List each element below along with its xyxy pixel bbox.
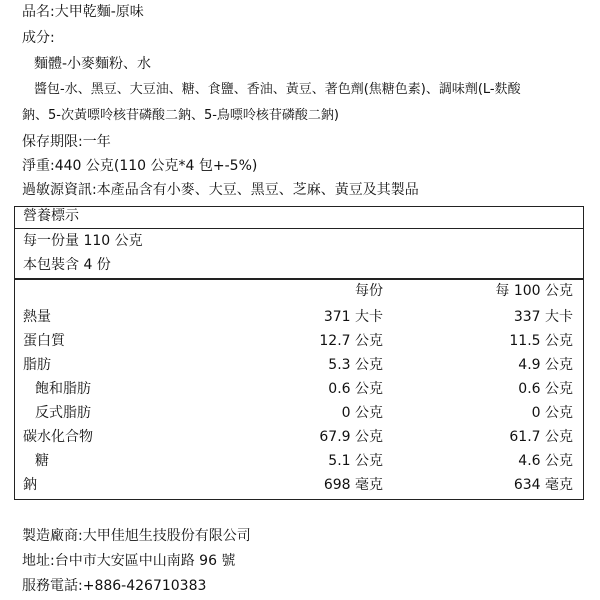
nutrient-label: 蛋白質	[23, 333, 65, 349]
allergen-info: 過敏源資訊:本產品含有小麥、大豆、黑豆、芝麻、黃豆及其製品	[22, 182, 419, 198]
per-100g-value: 4.6 公克	[518, 453, 573, 469]
per-100g-value: 4.9 公克	[518, 357, 573, 373]
nutrient-label: 脂肪	[23, 357, 51, 373]
manufacturer: 製造廠商:大甲佳旭生技股份有限公司	[22, 528, 251, 544]
shelf-life: 保存期限:一年	[22, 134, 111, 150]
divider	[15, 228, 583, 229]
nutrient-label: 碳水化合物	[23, 429, 93, 445]
phone: 服務電話:+886-426710383	[22, 578, 207, 594]
per-serving-value: 371 大卡	[323, 309, 383, 325]
nutrient-label: 鈉	[23, 477, 37, 493]
per-serving-value: 5.3 公克	[328, 357, 383, 373]
address: 地址:台中市大安區中山南路 96 號	[22, 553, 236, 569]
ingredient-sauce-line2: 鈉、5-次黃嘌呤核苷磷酸二鈉、5-鳥嘌呤核苷磷酸二鈉)	[22, 108, 339, 123]
nutrient-label: 熱量	[23, 309, 51, 325]
ingredients-title: 成分:	[22, 30, 55, 46]
per-100g-value: 0.6 公克	[518, 381, 573, 397]
serving-size: 每一份量 110 公克	[23, 233, 143, 249]
per-serving-value: 0 公克	[341, 405, 383, 421]
per-serving-value: 698 毫克	[323, 477, 383, 493]
per-serving-value: 5.1 公克	[328, 453, 383, 469]
col-header-per-100g: 每 100 公克	[495, 283, 573, 299]
nutrient-label: 飽和脂肪	[35, 381, 91, 397]
product-name: 品名:大甲乾麵-原味	[22, 4, 144, 20]
per-100g-value: 61.7 公克	[509, 429, 573, 445]
nutrition-title: 營養標示	[23, 208, 79, 224]
per-100g-value: 337 大卡	[513, 309, 573, 325]
ingredient-noodle: 麵體-小麥麵粉、水	[34, 56, 152, 72]
col-header-per-serving: 每份	[355, 283, 383, 299]
per-serving-value: 0.6 公克	[328, 381, 383, 397]
net-weight: 淨重:440 公克(110 公克*4 包+-5%)	[22, 158, 258, 174]
per-100g-value: 11.5 公克	[509, 333, 573, 349]
per-100g-value: 634 毫克	[513, 477, 573, 493]
per-100g-value: 0 公克	[531, 405, 573, 421]
per-serving-value: 12.7 公克	[319, 333, 383, 349]
divider	[15, 278, 583, 280]
nutrient-label: 糖	[35, 453, 49, 469]
ingredient-sauce-line1: 醬包-水、黑豆、大豆油、糖、食鹽、香油、黃豆、著色劑(焦糖色素)、調味劑(L-麩酸	[34, 82, 521, 97]
nutrient-label: 反式脂肪	[35, 405, 91, 421]
per-serving-value: 67.9 公克	[319, 429, 383, 445]
nutrition-table	[14, 206, 584, 500]
servings-per-package: 本包裝含 4 份	[23, 257, 111, 273]
